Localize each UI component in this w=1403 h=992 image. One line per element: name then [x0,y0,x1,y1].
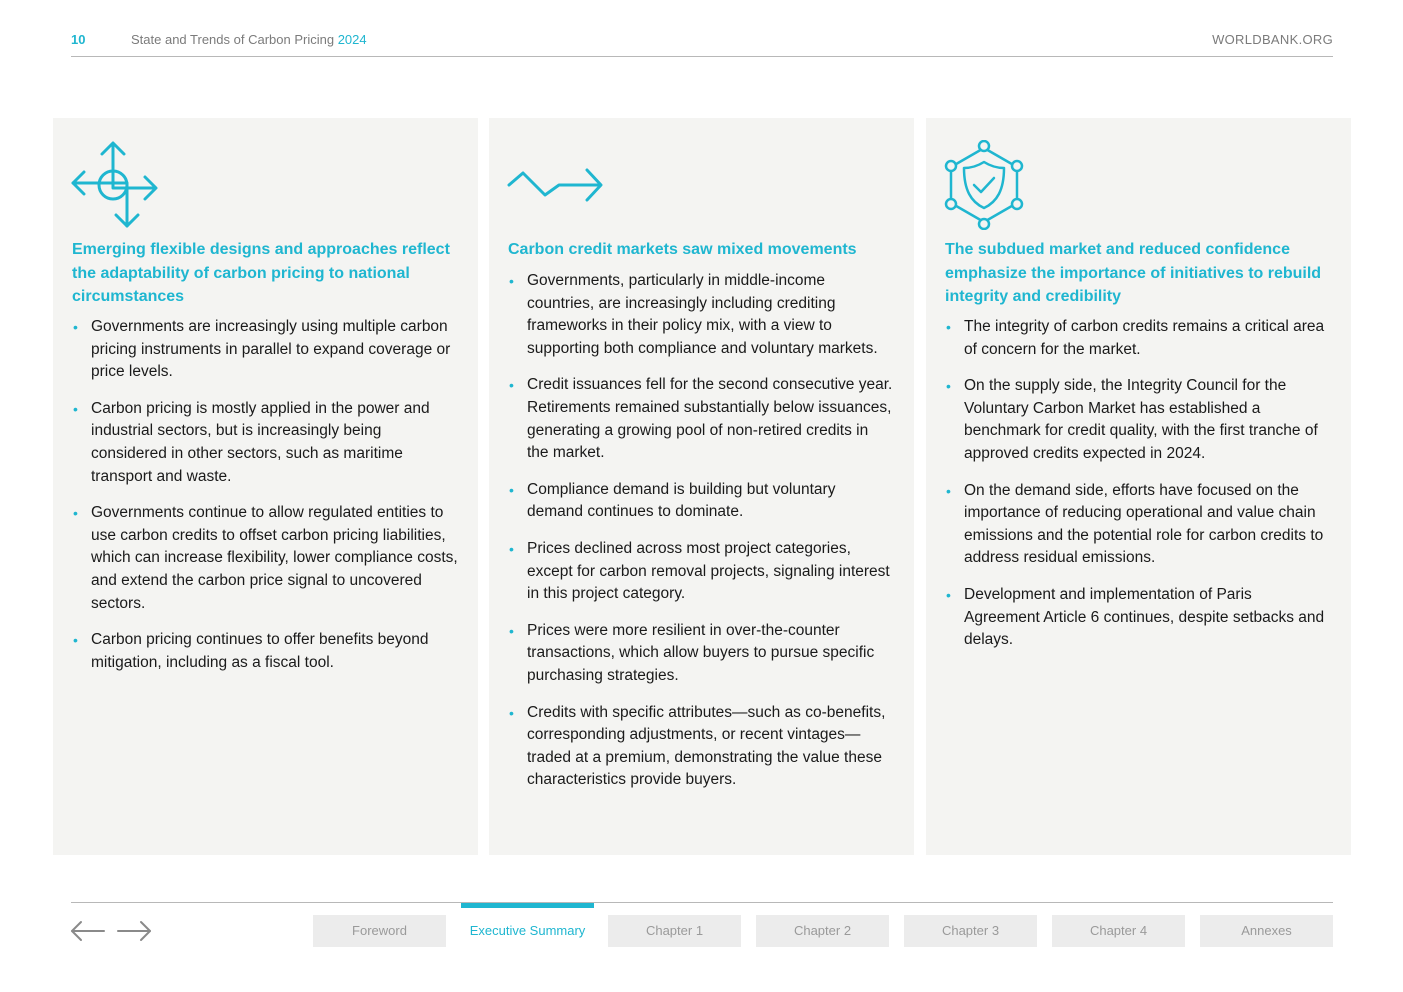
bullet-text: On the supply side, the Integrity Council for the Voluntary Carbon Market has established a benchmark for credit quality, with the first tranche of approved credits expected in 2024. [964,377,1318,462]
bullet-marker: • [509,273,514,289]
list-item [508,538,894,606]
report-title-text: State and Trends of Carbon Pricing [131,32,335,47]
bullet-text: Credit issuances fell for the second consecutive year. Retirements remained substantially below issuances, generating a growing pool of non-retired credits in the market. [527,376,893,462]
bullet-text: Development and implementation of Paris Agreement Article 6 continues, despite setbacks and delays. [964,585,1325,649]
bullet-marker: • [509,481,514,498]
tab-chapter-3[interactable]: Chapter 3 [904,915,1037,947]
zigzag-trend-arrow-icon [507,140,603,230]
panel-heading: Carbon credit markets saw mixed movements [508,241,857,258]
list-item [72,502,458,615]
bullet-list [508,270,894,806]
bullet-text: Governments, particularly in middle-income countries, are increasingly including crediting frameworks in their policy mix, with a view to supporting both compliance and voluntary markets. [527,272,878,357]
bullet-text: Governments continue to allow regulated entities to use carbon credits to offset carbon pricing liabilities, which can increase flexibility, lower compliance costs, and extend the carbon price signal to uncovered sectors. [91,504,458,612]
bullet-text: Prices were more resilient in over-the-counter transactions, which allow buyers to pursue specific purchasing strategies. [527,621,875,684]
bullet-marker: • [73,400,78,417]
next-page-arrow-icon[interactable] [116,920,152,942]
list-item [508,702,894,792]
list-item [945,480,1331,570]
bullet-text: On the demand side, efforts have focused on the importance of reducing operational and value chain emissions and the potential role for carbon credits to address residual emissions. [964,481,1324,567]
tab-chapter-4[interactable]: Chapter 4 [1052,915,1185,947]
bullet-marker: • [946,482,951,499]
site-link[interactable]: WORLDBANK.ORG [1212,32,1333,47]
tab-chapter-2[interactable]: Chapter 2 [756,915,889,947]
panel-credit-markets [489,118,914,855]
bullet-text: Carbon pricing continues to offer benefits beyond mitigation, including as a fiscal tool. [91,631,429,671]
tab-chapter-1[interactable]: Chapter 1 [608,915,741,947]
page-number: 10 [71,32,86,47]
bullet-text: Credits with specific attributes—such as co-benefits, corresponding adjustments, or recent vintages—traded at a premium, demonstrating the value these characteristics provide buyers. [527,703,886,789]
page-header [71,30,1333,57]
list-item [72,316,458,384]
bullet-marker: • [73,632,78,649]
panel-integrity [926,118,1351,855]
panel-flexible-designs [53,118,478,855]
footer-divider [71,902,1333,903]
panel-heading: Emerging flexible designs and approaches reflect the adaptability of carbon pricing to national circumstances [72,241,450,305]
shield-check-network-icon [944,140,1026,230]
list-item [72,398,458,488]
tab-annexes[interactable]: Annexes [1200,915,1333,947]
tab-executive-summary[interactable]: Executive Summary [461,903,594,947]
list-item [508,270,894,360]
report-year: 2024 [337,32,367,47]
bullet-text: Carbon pricing is mostly applied in the power and industrial sectors, but is increasingly being considered in other sectors, such as maritime transport and waste. [91,399,430,485]
bullet-marker: • [73,319,78,335]
list-item [945,375,1331,465]
bullet-marker: • [946,586,951,603]
list-item [508,374,894,464]
list-item [508,479,894,524]
bullet-marker: • [509,704,514,721]
list-item [945,316,1331,361]
bullet-text: Governments are increasingly using multiple carbon pricing instruments in parallel to expand coverage or price levels. [91,318,451,381]
bullet-marker: • [946,378,951,395]
bullet-marker: • [509,540,514,557]
bullet-list [72,316,458,688]
list-item [508,620,894,688]
bullet-marker: • [509,622,514,639]
bullet-marker: • [509,377,514,394]
bullet-list [945,316,1331,666]
bullet-marker: • [946,319,951,335]
list-item [72,629,458,674]
bullet-text: Compliance demand is building but voluntary demand continues to dominate. [527,480,836,521]
bullet-text: The integrity of carbon credits remains a critical area of concern for the market. [964,318,1325,358]
previous-page-arrow-icon[interactable] [70,920,106,942]
bullet-marker: • [73,505,78,522]
tab-foreword[interactable]: Foreword [313,915,446,947]
report-title [131,32,367,47]
panel-heading: The subdued market and reduced confidence emphasize the importance of initiatives to rebuild integrity and credibility [945,241,1322,305]
arrows-directions-icon [71,140,161,230]
bullet-text: Prices declined across most project categories, except for carbon removal projects, signaling interest in this project category. [527,539,890,603]
list-item [945,584,1331,652]
